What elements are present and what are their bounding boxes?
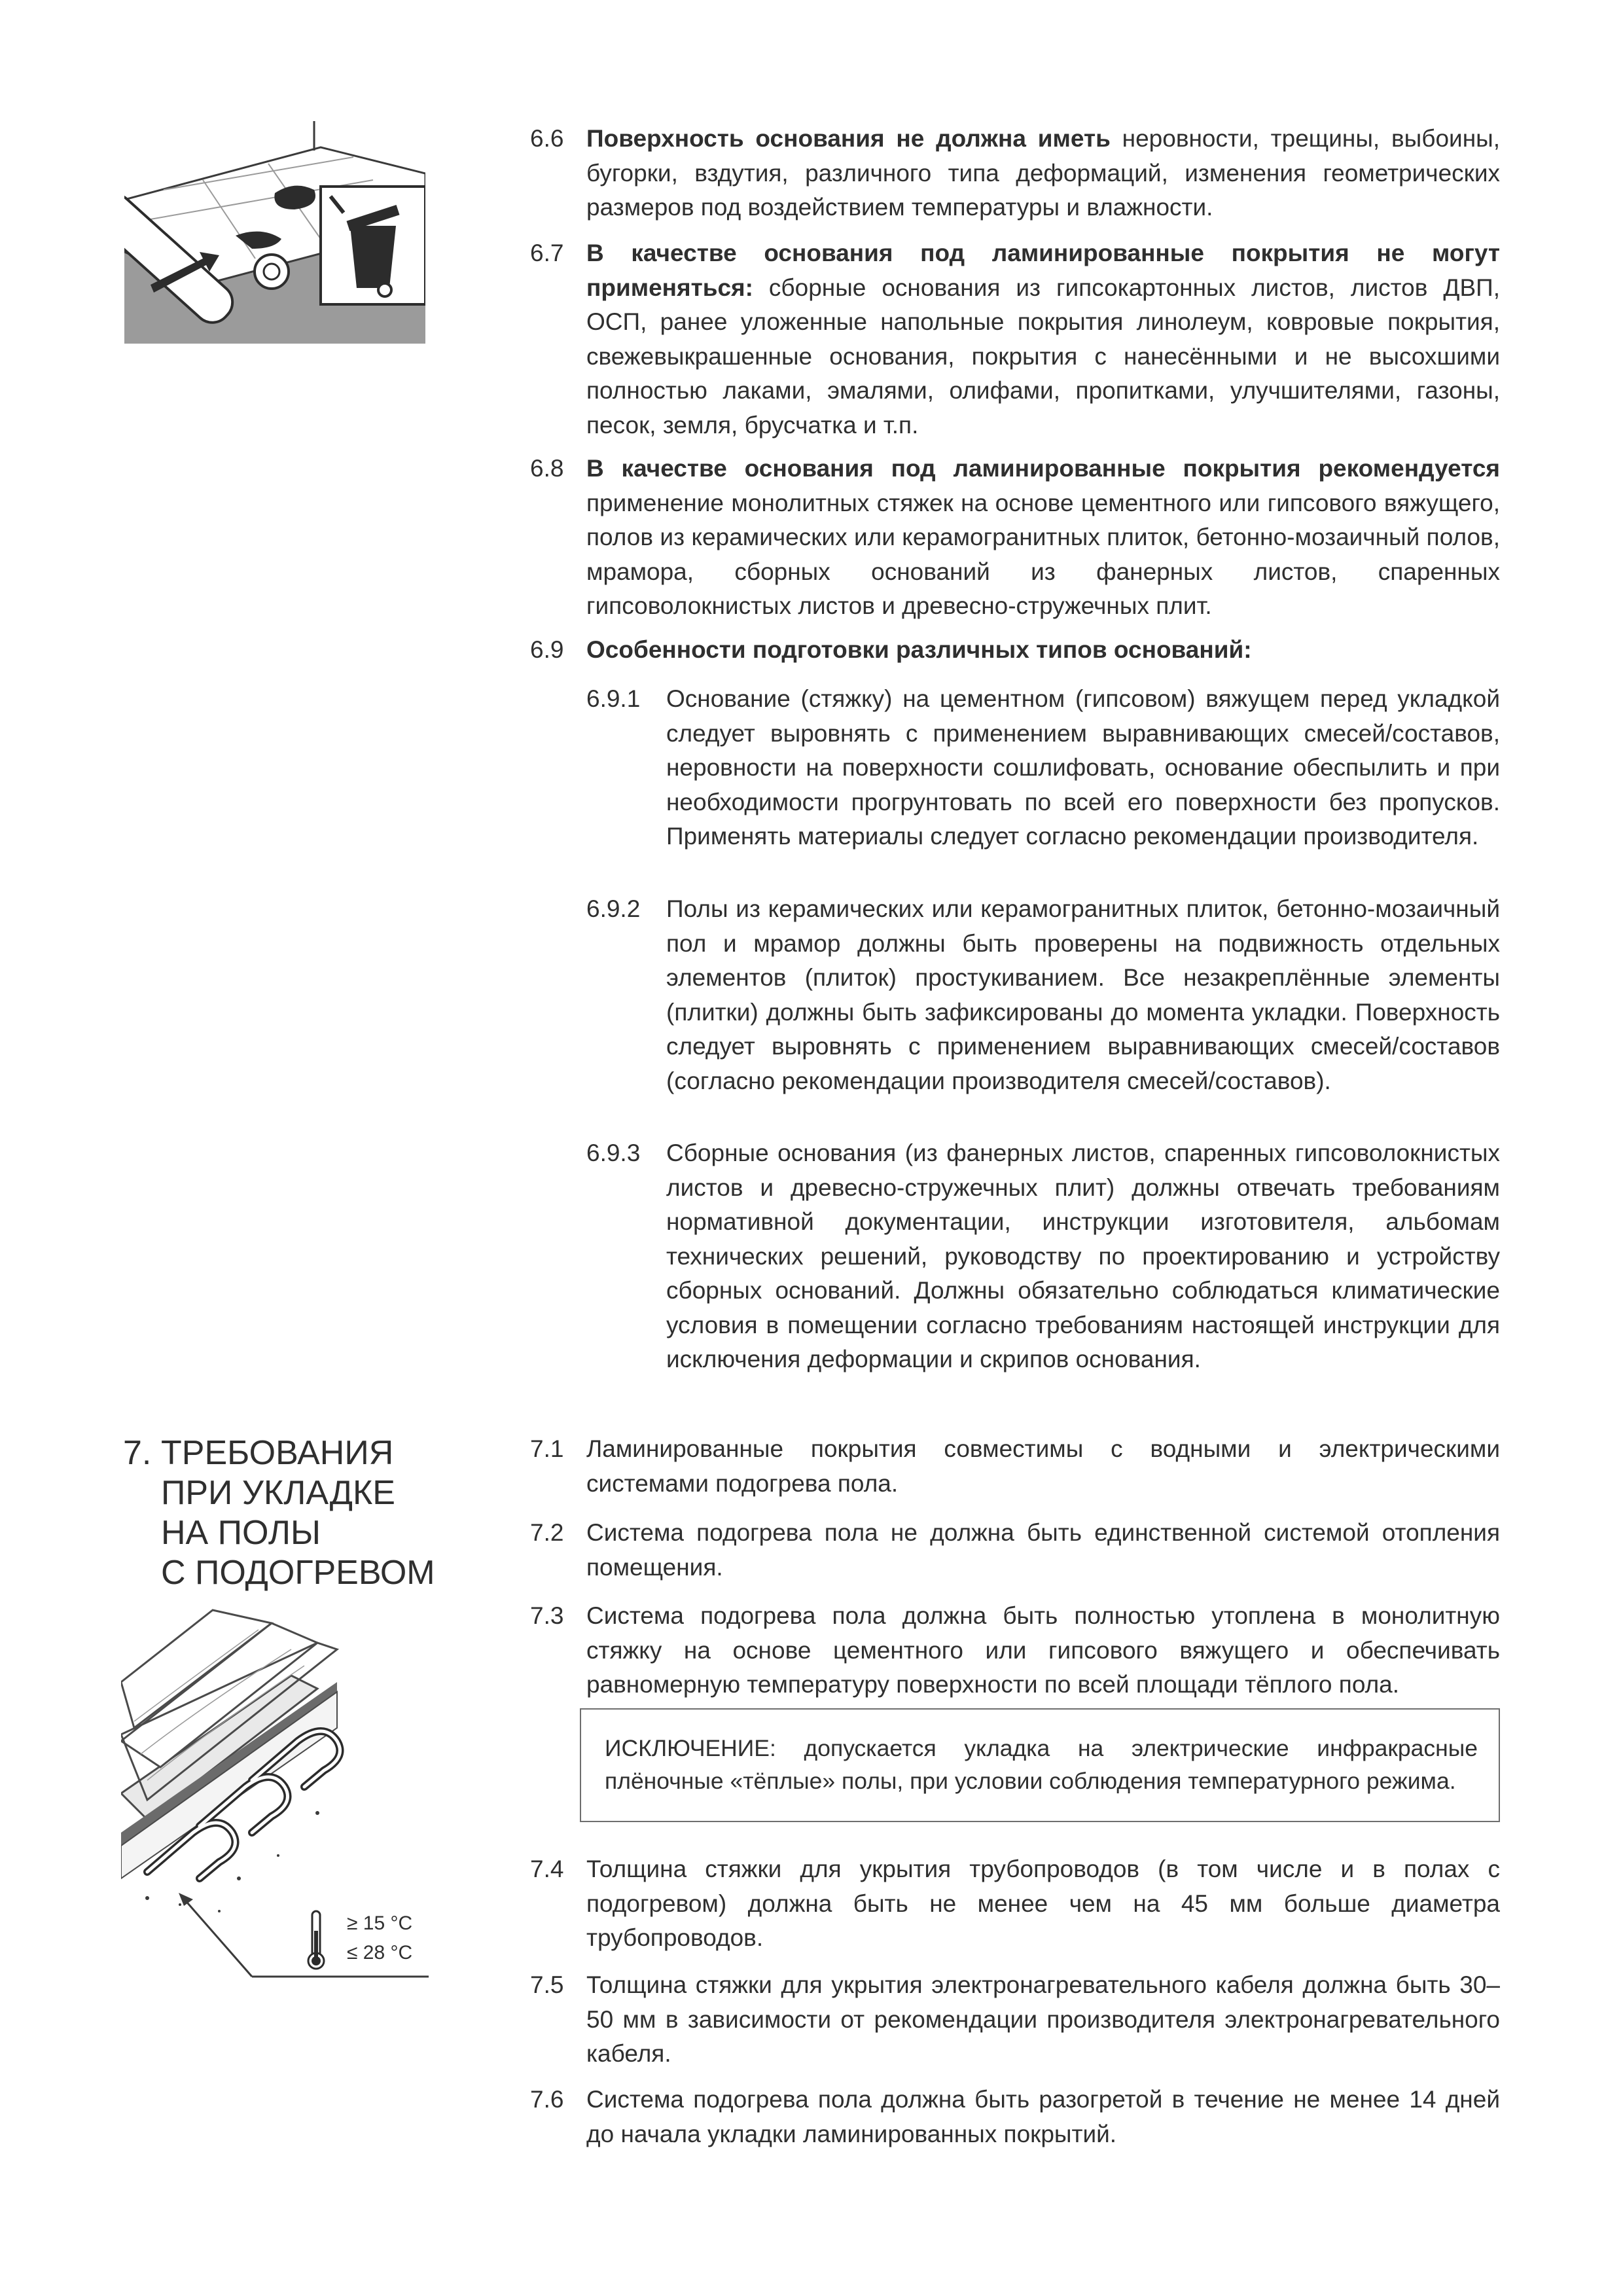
section-title-line-3: НА ПОЛЫ: [161, 1514, 321, 1552]
section-title-line-1: ТРЕБОВАНИЯ: [161, 1434, 394, 1472]
item-lead: В качестве основания под ламинированные покрытия не могут применяться:: [586, 240, 1500, 301]
subitem-6-9-3: [586, 1136, 1500, 1377]
item-number: 6.6: [530, 125, 564, 152]
item-7-4: [530, 1852, 1500, 1956]
item-lead: Поверхность основания не должна иметь: [586, 125, 1111, 152]
item-body: применение монолитных стяжек на основе цементного или гипсового вяжущего, полов из керамических или керамогранитных плиток, бетонно-мозаичный полов, мрамора, сборных оснований из фанерных листов, спаренных гипсоволокнистых листов и древесно-стружечных плит.: [586, 489, 1500, 619]
item-text: [586, 122, 1500, 225]
item-text: Толщина стяжки для укрытия электронагревательного кабеля должна быть 30–50 мм в зависимости от рекомендации производителя электронагревательного кабеля.: [586, 1971, 1500, 2067]
item-number: 7.1: [530, 1435, 564, 1462]
item-number: 7.3: [530, 1602, 564, 1629]
item-text: [586, 452, 1500, 624]
exception-lead: ИСКЛЮЧЕНИЕ:: [605, 1735, 776, 1761]
item-lead: В качестве основания под ламинированные покрытия рекомендуется: [586, 455, 1500, 482]
exception-note-box: [580, 1708, 1500, 1822]
item-7-2: [530, 1516, 1500, 1585]
item-number: 7.2: [530, 1519, 564, 1546]
item-text: Система подогрева пола должна быть полностью утоплена в монолитную стяжку на основе цементного или гипсового вяжущего и обеспечивать равномерную температуру поверхности по всей площади тёплого пола.: [586, 1602, 1500, 1698]
subitem-text: Полы из керамических или керамогранитных плиток, бетонно-мозаичный пол и мрамор должны быть проверены на подвижность отдельных элементов (плиток) простукиванием. Все незакреплённые элементы (плитки) должны быть зафиксированы до момента укладки. Поверхность следует выровнять с применением выравнивающих смесей/составов (согласно рекомендации производителя смесей/составов).: [666, 895, 1500, 1094]
subitem-number: 6.9.3: [586, 1139, 641, 1166]
section-number: 7.: [123, 1434, 152, 1472]
item-number: 6.9: [530, 636, 564, 663]
item-body: неровности, трещины, выбоины, бугорки, вздутия, различного типа деформаций, изменения геометрических размеров под воздействием температуры и влажности.: [586, 125, 1500, 221]
floor-heating-illustration: [121, 1597, 429, 2003]
item-6-8: [530, 452, 1500, 624]
item-number: 7.4: [530, 1856, 564, 1882]
thermometer-icon: [308, 1911, 324, 1969]
item-lead: Особенности подготовки различных типов оснований:: [586, 636, 1252, 663]
item-7-3: [530, 1599, 1500, 1702]
subitem-number: 6.9.2: [586, 895, 641, 922]
item-number: 7.6: [530, 2086, 564, 2113]
item-6-7: [530, 236, 1500, 442]
subitem-6-9-1: [586, 682, 1500, 854]
temperature-max: ≤ 28 °C: [347, 1942, 413, 1964]
item-text: Система подогрева пола не должна быть единственной системой отопления помещения.: [586, 1519, 1500, 1581]
item-7-5: [530, 1968, 1500, 2072]
subitem-6-9-2: [586, 892, 1500, 1098]
item-number: 6.8: [530, 455, 564, 482]
base-defects-illustration: [124, 121, 425, 344]
item-text: [586, 236, 1500, 442]
item-text: Ламинированные покрытия совместимы с водными и электрическими системами подогрева пола.: [586, 1435, 1500, 1497]
exception-text: [605, 1732, 1478, 1797]
section-title-line-2: ПРИ УКЛАДКЕ: [161, 1474, 395, 1512]
item-number: 6.7: [530, 240, 564, 266]
item-7-1: [530, 1432, 1500, 1501]
item-text: Система подогрева пола должна быть разогретой в течение не менее 14 дней до начала укладки ламинированных покрытий.: [586, 2086, 1500, 2147]
subitem-text: Сборные основания (из фанерных листов, спаренных гипсоволокнистых листов и древесно-стружечных плит) должны отвечать требованиям нормативной документации, инструкции изготовителя, альбомам технических решений, руководству по проектированию и устройству сборных оснований. Должны обязательно соблюдаться климатические условия в помещении согласно требованиям настоящей инструкции для исключения деформации и скрипов основания.: [666, 1139, 1500, 1372]
item-6-6: [530, 122, 1500, 225]
trash-bin-icon: [321, 187, 425, 304]
section-title-line-4: С ПОДОГРЕВОМ: [161, 1554, 435, 1592]
subitem-number: 6.9.1: [586, 685, 641, 712]
item-7-6: [530, 2083, 1500, 2151]
item-number: 7.5: [530, 1971, 564, 1998]
item-text: Толщина стяжки для укрытия трубопроводов (в том числе и в полах с подогревом) должна быть не менее чем на 45 мм больше диаметра трубопроводов.: [586, 1856, 1500, 1951]
temperature-min: ≥ 15 °C: [347, 1912, 413, 1934]
exception-body: допускается укладка на электрические инфракрасные плёночные «тёплые» полы, при условии соблюдения температурного режима.: [605, 1735, 1478, 1794]
subitem-text: Основание (стяжку) на цементном (гипсовом) вяжущем перед укладкой следует выровнять с применением выравнивающих смесей/составов, неровности на поверхности сошлифовать, основание обеспылить и при необходимости прогрунтовать по всей его поверхности без пропусков. Применять материалы следует согласно рекомендации производителя.: [666, 685, 1500, 850]
item-6-9: [530, 633, 1500, 668]
item-body: сборные основания из гипсокартонных листов, листов ДВП, ОСП, ранее уложенные напольные покрытия линолеум, ковровые покрытия, свежевыкрашенные основания, покрытия с нанесёнными и не высохшими полностью лаками, эмалями, олифами, пропитками, улучшителями, газоны, песок, земля, брусчатка и т.п.: [586, 274, 1500, 439]
item-text: [586, 633, 1500, 668]
pointer-line: [183, 1898, 252, 1977]
